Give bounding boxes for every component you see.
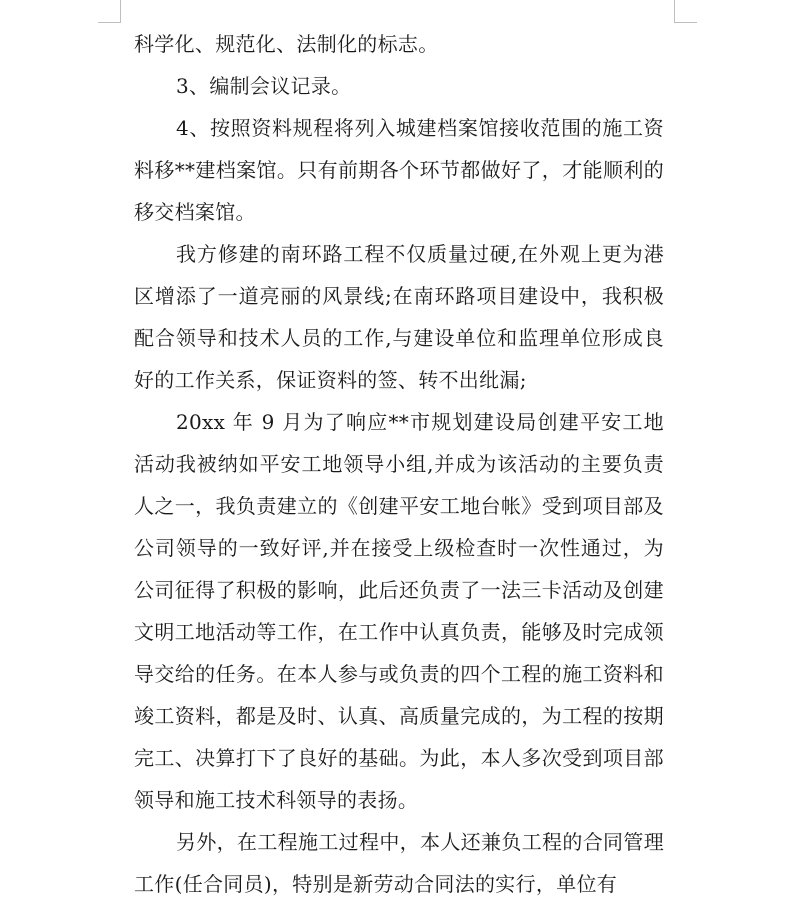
margin-corner-mark-right: [674, 0, 697, 23]
paragraph-1: 科学化、规范化、法制化的标志。: [134, 32, 439, 56]
paragraph-5: 20xx 年 9 月为了响应**市规划建设局创建平安工地活动我被纳如平安工地领导小组,并成为该活动的主要负责人之一，我负责建立的《创建平安工地台帐》受到项目部及公司领导的一致好评,并在接受上级检查时一次性通过，为公司征得了积极的影响，此后还负责了一法三卡活动及创建文明工地活动等工作，在工作中认真负责，能够及时完成领导交给的任务。在本人参与或负责的四个工程的施工资料和竣工资料，都是及时、认真、高质量完成的，为工程的按期完工、决算打下了良好的基础。为此，本人多次受到项目部领导和施工技术科领导的表扬。: [134, 410, 664, 812]
paragraph-6: 另外，在工程施工过程中，本人还兼负工程的合同管理工作(任合同员)，特别是新劳动合同法的实行，单位有: [134, 830, 664, 896]
paragraph-4: 我方修建的南环路工程不仅质量过硬,在外观上更为港区增添了一道亮丽的风景线;在南环路项目建设中，我积极配合领导和技术人员的工作,与建设单位和监理单位形成良好的工作关系，保证资料的签、转不出纰漏;: [134, 242, 664, 392]
paragraph-3: 4、按照资料规程将列入城建档案馆接收范围的施工资料移**建档案馆。只有前期各个环节都做好了，才能顺利的移交档案馆。: [134, 116, 664, 224]
document-body: [134, 23, 664, 905]
margin-corner-mark-left: [98, 0, 121, 23]
paragraph-2: 3、编制会议记录。: [176, 74, 352, 98]
